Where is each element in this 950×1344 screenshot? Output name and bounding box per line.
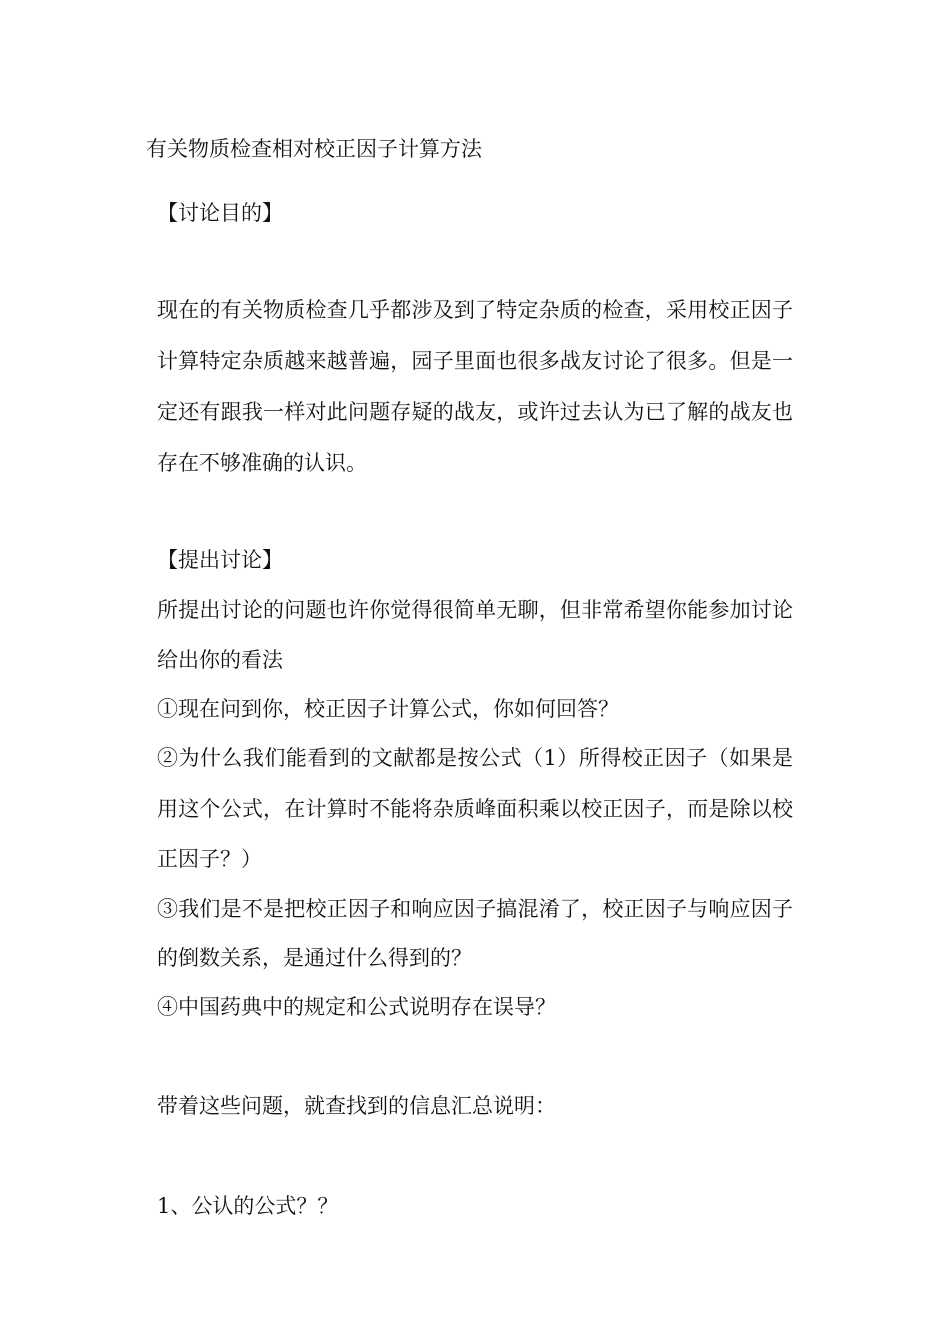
summary-intro: 带着这些问题，就查找到的信息汇总说明： — [157, 1094, 556, 1118]
purpose-paragraph-line-3: 定还有跟我一样对此问题存疑的战友，或许过去认为已了解的战友也 — [157, 400, 793, 424]
question-4: ④中国药典中的规定和公式说明存在误导？ — [157, 995, 556, 1019]
question-3-line-1: ③我们是不是把校正因子和响应因子搞混淆了，校正因子与响应因子 — [157, 897, 793, 921]
question-2-line-1: ②为什么我们能看到的文献都是按公式（1）所得校正因子（如果是 — [157, 746, 793, 770]
question-2-line-3: 正因子？） — [157, 847, 262, 871]
questions-intro-line-1: 所提出讨论的问题也许你觉得很简单无聊，但非常希望你能参加讨论 — [157, 598, 793, 622]
purpose-paragraph-line-1: 现在的有关物质检查几乎都涉及到了特定杂质的检查，采用校正因子 — [157, 298, 793, 322]
purpose-paragraph-line-4: 存在不够准确的认识。 — [157, 451, 367, 475]
list-item-1: 1、公认的公式？？ — [157, 1194, 339, 1218]
question-2-line-2: 用这个公式，在计算时不能将杂质峰面积乘以校正因子，而是除以校 — [157, 797, 793, 821]
purpose-paragraph-line-2: 计算特定杂质越来越普遍，园子里面也很多战友讨论了很多。但是一 — [157, 349, 793, 373]
question-1: ①现在问到你，校正因子计算公式，你如何回答？ — [157, 697, 619, 721]
section-heading-purpose: 【讨论目的】 — [157, 201, 283, 225]
question-3-line-2: 的倒数关系，是通过什么得到的？ — [157, 946, 472, 970]
document-title: 有关物质检查相对校正因子计算方法 — [146, 137, 482, 161]
questions-intro-line-2: 给出你的看法 — [157, 648, 283, 672]
section-heading-questions: 【提出讨论】 — [157, 548, 283, 572]
